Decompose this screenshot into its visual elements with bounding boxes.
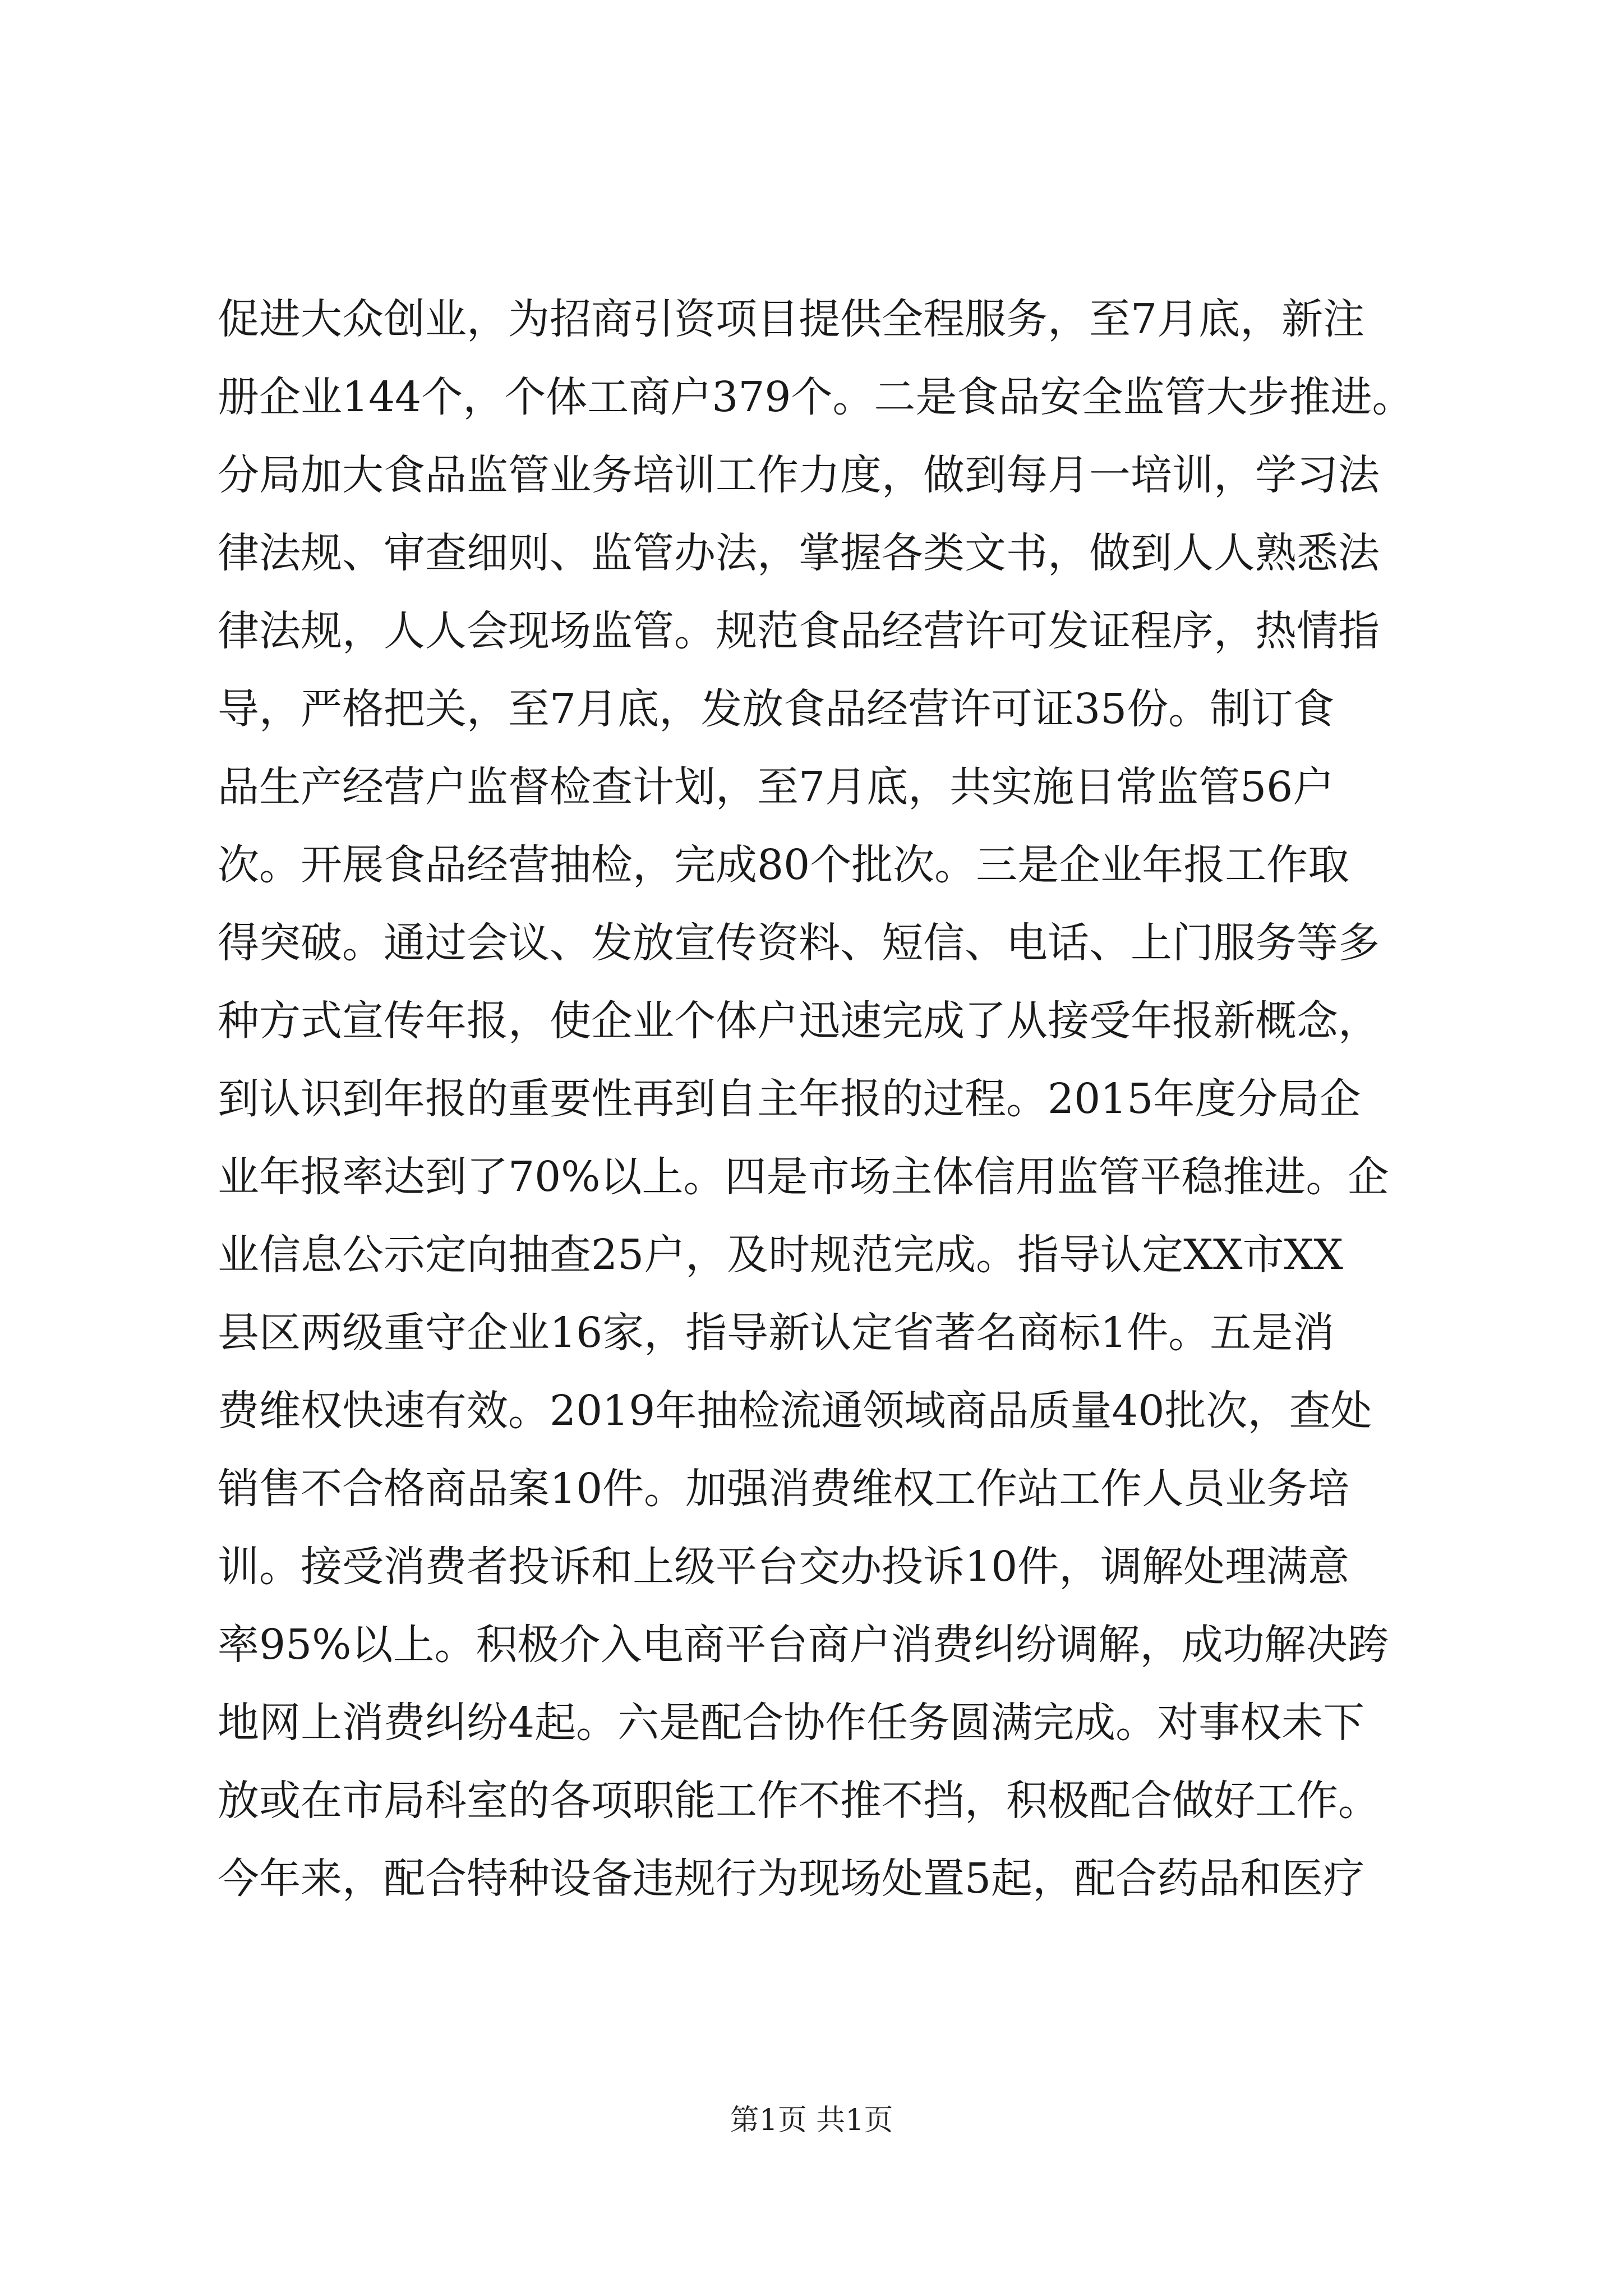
text-line: 册企业144个，个体工商户379个。二是食品安全监管大步推进。 xyxy=(218,373,1414,421)
text-line: 次。开展食品经营抽检，完成80个批次。三是企业年报工作取 xyxy=(218,841,1350,889)
text-line: 销售不合格商品案10件。加强消费维权工作站工作人员业务培 xyxy=(218,1465,1350,1513)
text-line: 业年报率达到了70%以上。四是市场主体信用监管平稳推进。企 xyxy=(218,1153,1389,1201)
text-line: 律法规、审查细则、监管办法，掌握各类文书，做到人人熟悉法 xyxy=(218,529,1380,577)
text-line: 导，严格把关，至7月底，发放食品经营许可证35份。制订食 xyxy=(218,685,1335,733)
page-number-footer: 第1页 共1页 xyxy=(730,2104,893,2137)
text-line: 到认识到年报的重要性再到自主年报的过程。2015年度分局企 xyxy=(218,1075,1361,1123)
text-line: 地网上消费纠纷4起。六是配合协作任务圆满完成。对事权未下 xyxy=(218,1699,1365,1747)
text-line: 律法规，人人会现场监管。规范食品经营许可发证程序，热情指 xyxy=(218,607,1380,655)
text-line: 品生产经营户监督检查计划，至7月底，共实施日常监管56户 xyxy=(218,763,1335,811)
text-line: 费维权快速有效。2019年抽检流通领域商品质量40批次，查处 xyxy=(218,1387,1372,1435)
text-line: 业信息公示定向抽查25户，及时规范完成。指导认定XX市XX xyxy=(218,1231,1343,1279)
body-text xyxy=(218,280,1414,1918)
text-line: 训。接受消费者投诉和上级平台交办投诉10件，调解处理满意 xyxy=(218,1543,1350,1591)
text-line: 今年来，配合特种设备违规行为现场处置5起，配合药品和医疗 xyxy=(218,1855,1365,1903)
text-line: 率95%以上。积极介入电商平台商户消费纠纷调解，成功解决跨 xyxy=(218,1621,1389,1669)
text-line: 分局加大食品监管业务培训工作力度，做到每月一培训，学习法 xyxy=(218,451,1380,499)
text-line: 种方式宣传年报，使企业个体户迅速完成了从接受年报新概念， xyxy=(218,997,1380,1045)
text-line: 放或在市局科室的各项职能工作不推不挡，积极配合做好工作。 xyxy=(218,1777,1380,1825)
text-line: 得突破。通过会议、发放宣传资料、短信、电话、上门服务等多 xyxy=(218,919,1380,967)
text-line: 促进大众创业，为招商引资项目提供全程服务，至7月底，新注 xyxy=(218,295,1365,343)
text-line: 县区两级重守企业16家，指导新认定省著名商标1件。五是消 xyxy=(218,1309,1335,1357)
